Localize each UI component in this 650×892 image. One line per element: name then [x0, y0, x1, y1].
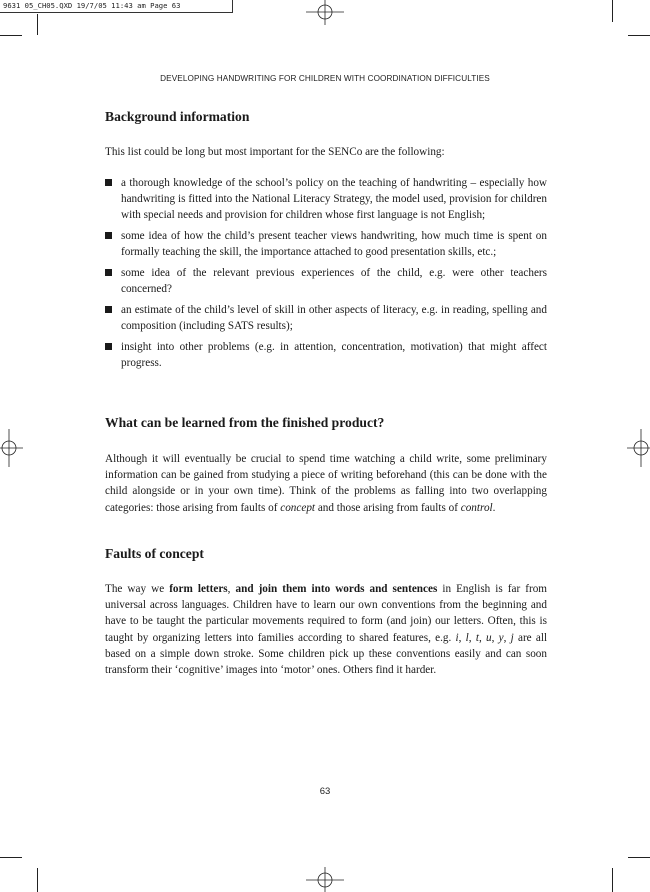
crop-mark-bottom-right-h	[628, 857, 650, 858]
crop-mark-top-right-h	[628, 35, 650, 36]
running-head: DEVELOPING HANDWRITING FOR CHILDREN WITH COORDINATION DIFFICULTIES	[160, 74, 490, 83]
finished-product-paragraph: Although it will eventually be crucial to spend time watching a child write, some preliminary information can be gained from studying a piece of writing beforehand (this can be done with the child alongside or in your own time). Think of the problems as falling into two overlapping categories: those arising from faults of concept and those arising from faults of control.	[105, 453, 547, 514]
heading-faults-of-concept: Faults of concept	[105, 546, 204, 561]
list-item	[105, 302, 547, 334]
crop-mark-bottom-right-v	[612, 868, 613, 892]
crop-mark-top-left-v	[37, 14, 38, 35]
heading-background-information: Background information	[105, 109, 250, 124]
faults-of-concept-paragraph: The way we form letters, and join them into words and sentences in English is far from universal across languages. Children have to learn our own conventions from the beginning and have to be taught the particular movements required to form (and join) our letters. Often, this is taught by organizing letters into families according to shared features, e.g. i, l, t, u, y, j are all based on a simple down stroke. Some children pick up these conventions easily and can soon transform their ‘cognitive’ images into ‘motor’ ones. Others find it harder.	[105, 583, 548, 677]
bullet-list	[105, 175, 547, 376]
registration-mark-bottom-icon	[305, 866, 345, 892]
list-item	[105, 228, 547, 260]
registration-mark-right-icon	[626, 428, 650, 468]
list-item	[105, 175, 547, 224]
bullet-square-icon	[105, 179, 112, 186]
bullet-square-icon	[105, 306, 112, 313]
crop-mark-bottom-left-v	[37, 868, 38, 892]
list-item	[105, 339, 547, 371]
registration-mark-left-icon	[0, 428, 24, 468]
bullet-square-icon	[105, 343, 112, 350]
printer-slug: 9631 05_CH05.QXD 19/7/05 11:43 am Page 63	[3, 1, 181, 10]
crop-mark-top-right-v	[612, 0, 613, 22]
crop-mark-top-left-h	[0, 35, 22, 36]
bullet-square-icon	[105, 232, 112, 239]
bullet-text: some idea of how the child’s present teacher views handwriting, how much time is spent on formally teaching the skill, the importance attached to good presentation skills, etc.;	[121, 230, 547, 259]
crop-mark-bottom-left-h	[0, 857, 22, 858]
bullet-text: some idea of the relevant previous experiences of the child, e.g. were other teachers concerned?	[121, 267, 547, 296]
list-item	[105, 265, 547, 297]
heading-finished-product: What can be learned from the finished product?	[105, 415, 385, 430]
bullet-square-icon	[105, 269, 112, 276]
bullet-text: a thorough knowledge of the school’s policy on the teaching of handwriting – especially how handwriting is fitted into the National Literacy Strategy, the model used, provision for children with special needs and provision for children whose first language is not English;	[121, 177, 547, 222]
page-number: 63	[319, 786, 331, 797]
bullet-text: an estimate of the child’s level of skill in other aspects of literacy, e.g. in reading, spelling and composition (including SATS results);	[121, 303, 547, 333]
registration-mark-top-icon	[305, 0, 345, 26]
intro-paragraph: This list could be long but most important for the SENCo are the following:	[105, 146, 445, 158]
bullet-text: insight into other problems (e.g. in attention, concentration, motivation) that might affect progress.	[121, 340, 547, 370]
